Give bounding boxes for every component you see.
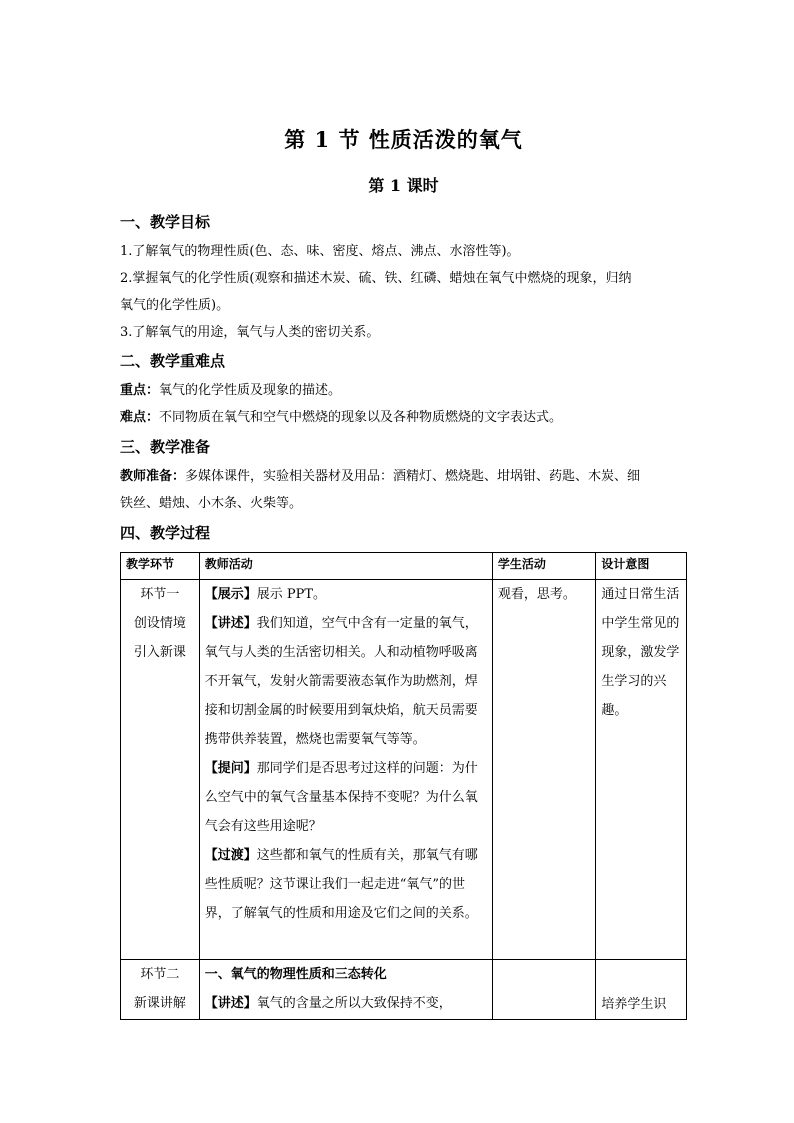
document-title: 第 1 节 性质活泼的氧气 [284, 127, 523, 152]
activity-text: 那同学们是否思考过这样的问题：为什么空气中的氧气含量基本保持不变呢？为什么氧气会有这些用途呢？ [204, 761, 478, 834]
header-student-activity: 学生活动 [492, 553, 595, 580]
student-activity-cell: 观看，思考。 [492, 580, 595, 960]
goal-item-2: 2.掌握氧气的化学性质(观察和描述木炭、硫、铁、红磷、蜡烛在氧气中燃烧的现象，归纳 [120, 271, 632, 286]
preparation-line-2: 铁丝、蜡烛、小木条、火柴等。 [120, 496, 303, 511]
goals-heading: 一、教学目标 [120, 213, 211, 231]
activity-tag: 【展示】 [204, 587, 257, 602]
teacher-paragraph [205, 754, 487, 841]
activity-text: 氧气的含量之所以大致保持不变， [256, 996, 452, 1011]
lesson-subtitle: 第 1 课时 [368, 176, 439, 195]
goal-item-2-cont: 氧气的化学性质)。 [120, 298, 230, 313]
activity-tag: 【讲述】 [204, 616, 257, 631]
header-teacher-activity: 教师活动 [199, 553, 492, 580]
difficult-point-text: 不同物质在氧气和空气中燃烧的现象以及各种物质燃烧的文字表达式。 [159, 410, 563, 425]
teacher-activity-cell [199, 960, 492, 1020]
activity-text: 我们知道，空气中含有一定量的氧气，氧气与人类的生活密切相关。人和动植物呼吸离不开氧气，发射火箭需要液态氧作为助燃剂，焊接和切割金属的时候要用到氧炔焰，航天员需要携带供养装置，燃烧也需要氧气等等。 [204, 616, 478, 747]
preparation-label: 教师准备： [120, 469, 186, 484]
activity-text: 这些都和氧气的性质有关，那氧气有哪些性质呢？这节课让我们一起走进“氧气”的世界，了解氧气的性质和用途及它们之间的关系。 [204, 848, 478, 921]
design-intent-cell: 培养学生识 [596, 960, 687, 1020]
teacher-subheading: 一、氧气的物理性质和三态转化 [204, 967, 387, 982]
stage-line: 引入新课 [133, 645, 186, 660]
teaching-process-table [120, 552, 687, 1020]
goal-item-1: 1.了解氧气的物理性质(色、态、味、密度、熔点、沸点、水溶性等)。 [120, 244, 520, 259]
activity-tag: 【提问】 [204, 761, 257, 776]
table-header-row [121, 553, 687, 580]
teacher-paragraph [205, 580, 487, 609]
teacher-paragraph [205, 841, 487, 928]
difficult-point-line [120, 404, 687, 431]
header-design-intent: 设计意图 [596, 553, 687, 580]
stage-line: 创设情境 [133, 616, 186, 631]
process-heading: 四、教学过程 [120, 524, 211, 542]
preparation-text-1: 多媒体课件，实验相关器材及用品：酒精灯、燃烧匙、坩埚钳、药匙、木炭、细 [185, 469, 641, 484]
goal-item-3: 3.了解氧气的用途，氧气与人类的密切关系。 [120, 325, 380, 340]
stage-line: 环节二 [140, 967, 180, 982]
preparation-line-1 [120, 463, 687, 490]
stage-line: 新课讲解 [133, 996, 186, 1011]
stage-cell [121, 960, 200, 1020]
teacher-paragraph [205, 989, 487, 1018]
student-activity-cell [492, 960, 595, 1020]
activity-tag: 【讲述】 [204, 996, 257, 1011]
teacher-activity-cell [199, 580, 492, 960]
key-point-label: 重点： [120, 383, 160, 398]
design-intent-cell: 通过日常生活中学生常见的现象，激发学生学习的兴趣。 [596, 580, 687, 960]
header-stage: 教学环节 [121, 553, 200, 580]
key-points-heading: 二、教学重难点 [120, 352, 226, 370]
stage-cell [121, 580, 200, 960]
table-row [121, 580, 687, 960]
teacher-paragraph [205, 609, 487, 754]
activity-tag: 【过渡】 [204, 848, 257, 863]
key-point-line [120, 377, 687, 404]
stage-line: 环节一 [140, 587, 180, 602]
key-point-text: 氧气的化学性质及现象的描述。 [159, 383, 342, 398]
difficult-point-label: 难点： [120, 410, 160, 425]
activity-text: 展示 PPT。 [256, 587, 327, 602]
table-row [121, 960, 687, 1020]
preparation-heading: 三、教学准备 [120, 438, 211, 456]
